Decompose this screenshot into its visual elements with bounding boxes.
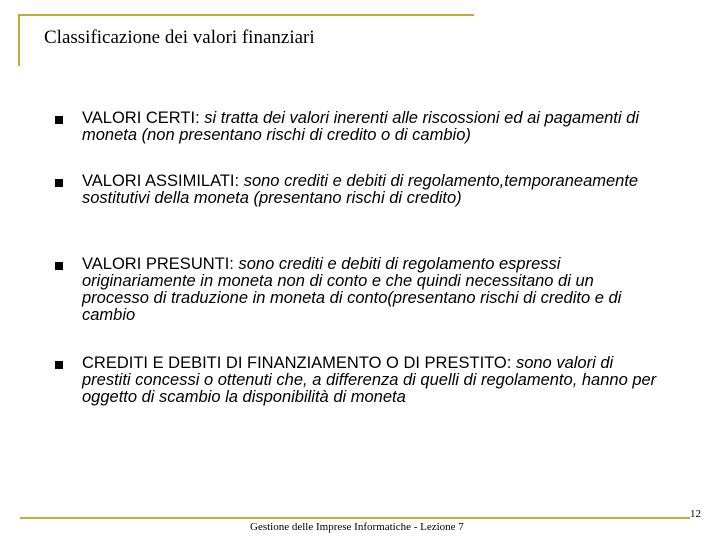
bullet-desc: sono valori di prestiti concessi o ottenuti che, a differenza di quelli di regolamento, hanno per oggetto di scambio la disponibilità di moneta [82, 354, 657, 406]
bullet-head: VALORI PRESUNTI: [82, 255, 234, 273]
bullet-head: VALORI CERTI: [82, 109, 200, 127]
bullet-item-valori-presunti [82, 256, 662, 324]
slide-title: Classificazione dei valori finanziari [44, 27, 315, 48]
bullet-head: VALORI ASSIMILATI: [82, 172, 240, 190]
bullet-marker [55, 116, 63, 124]
bullet-marker [55, 179, 63, 187]
footer-line [20, 517, 690, 519]
bullet-desc: si tratta dei valori inerenti alle riscossioni ed ai pagamenti di moneta (non presentano rischi di credito o di cambio) [82, 109, 639, 144]
bullet-item-valori-certi [82, 110, 662, 144]
bullet-desc: sono crediti e debiti di regolamento espressi originariamente in moneta non di conto e che quindi necessitano di un processo di traduzione in moneta di conto(presentano rischi di credito e di cambio [82, 255, 622, 324]
bullet-marker [55, 262, 63, 270]
footer-text: Gestione delle Imprese Informatiche - Lezione 7 [250, 521, 464, 533]
bullet-marker [55, 361, 63, 369]
bullet-item-crediti-debiti-finanziamento [82, 355, 662, 406]
page-number: 12 [690, 508, 701, 520]
bullet-head: CREDITI E DEBITI DI FINANZIAMENTO O DI PRESTITO: [82, 354, 512, 372]
bullet-desc: sono crediti e debiti di regolamento,temporaneamente sostitutivi della moneta (presentano rischi di credito) [82, 172, 639, 207]
bullet-item-valori-assimilati [82, 173, 662, 207]
